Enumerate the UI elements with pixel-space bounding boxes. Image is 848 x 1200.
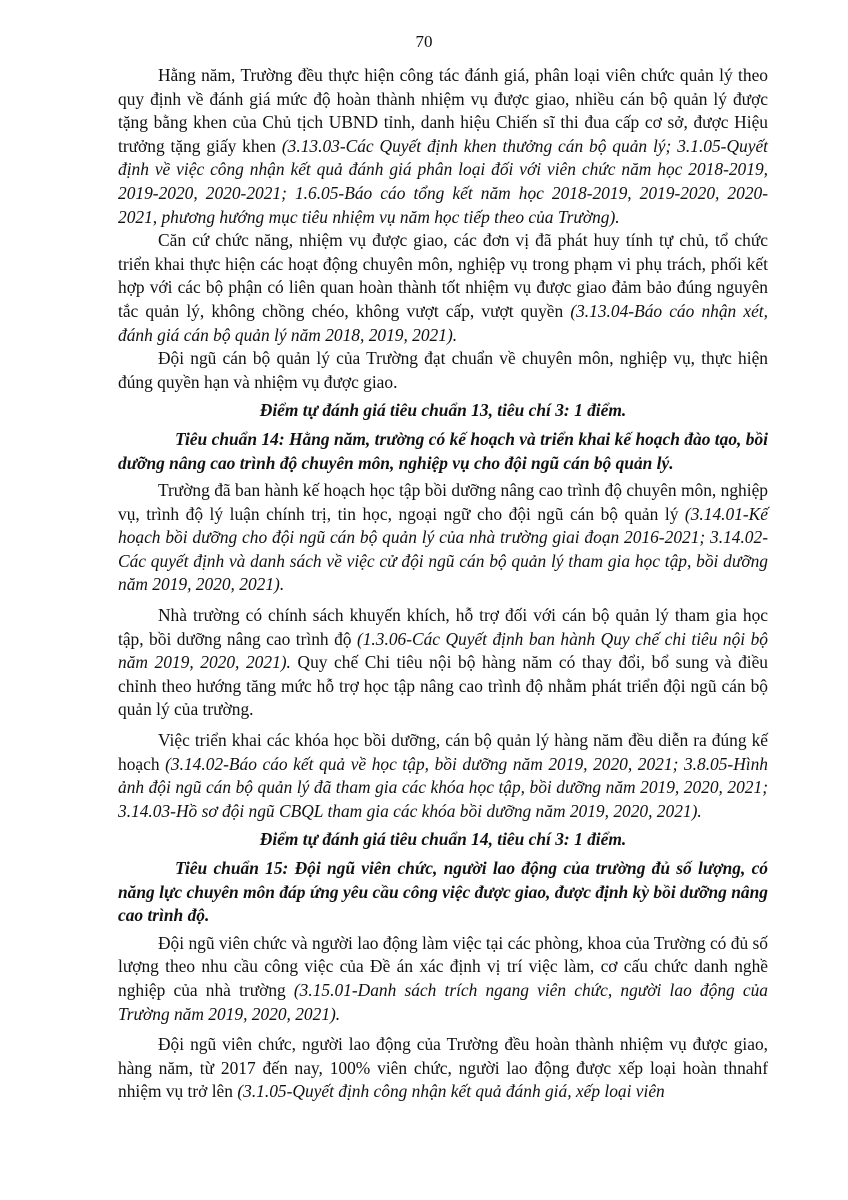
evidence-reference: (3.13.04-Báo cáo nhận xét, đánh giá cán bộ quản lý năm 2018, 2019, 2021). [118, 300, 768, 345]
paragraph: Đội ngũ cán bộ quản lý của Trường đạt chuẩn về chuyên môn, nghiệp vụ, thực hiện đúng quyền hạn và nhiệm vụ được giao. [118, 348, 768, 392]
evidence-reference: (3.1.05-Quyết định công nhận kết quả đánh giá, xếp loại viên [237, 1081, 665, 1102]
evidence-reference: (3.14.02-Báo cáo kết quả về học tập, bồi dưỡng năm 2019, 2020, 2021; 3.8.05-Hình ảnh đội ngũ cán bộ quản lý đã tham gia các khóa học tập, bồi dưỡng năm 2019, 2020, 2021; 3.14.03-Hồ sơ đội ngũ CBQL tham gia các khóa bồi dưỡng năm 2019, 2020, 2021). [118, 753, 769, 821]
self-assessment-score: Điểm tự đánh giá tiêu chuẩn 14, tiêu chí 3: 1 điểm. [259, 829, 627, 850]
evidence-reference: (3.13.03-Các Quyết định khen thưởng cán bộ quản lý; 3.1.05-Quyết định về việc công nhận kết quả đánh giá phân loại đối với viên chức năm học 2018-2019, 2019-2020, 2020-2021; 1.6.05-Báo cáo tổng kết năm học 2018-2019, 2019-2020, 2020-2021, phương hướng mục tiêu nhiệm vụ năm học tiếp theo của Trường). [118, 135, 768, 227]
self-assessment-score: Điểm tự đánh giá tiêu chuẩn 13, tiêu chí 3: 1 điểm. [259, 400, 627, 421]
paragraph: Nhà trường có chính sách khuyến khích, hỗ trợ đối với cán bộ quản lý tham gia học tập, bồi dưỡng nâng cao trình độ (1.3.06-Các Quyết định ban hành Quy chế chi tiêu nội bộ năm 2019, 2020, 2021). Quy chế Chi tiêu nội bộ hàng năm có thay đổi, bổ sung và điều chỉnh theo hướng tăng mức hỗ trợ học tập nâng cao trình độ nhằm phát triển đội ngũ cán bộ quản lý của trường. [118, 605, 769, 720]
paragraph: Đội ngũ viên chức, người lao động của Trường đều hoàn thành nhiệm vụ được giao, hàng năm, từ 2017 đến nay, 100% viên chức, người lao động được xếp loại hoàn thnahf nhiệm vụ trở lên (3.1.05-Quyết định công nhận kết quả đánh giá, xếp loại viên [118, 1034, 768, 1102]
paragraph: Đội ngũ viên chức và người lao động làm việc tại các phòng, khoa của Trường có đủ số lượng theo nhu cầu công việc của Đề án xác định vị trí việc làm, cơ cấu chức danh nghề nghiệp của nhà trường (3.15.01-Danh sách trích ngang viên chức, người lao động của Trường năm 2019, 2020, 2021). [118, 932, 768, 1024]
evidence-reference: (1.3.06-Các Quyết định ban hành Quy chế chi tiêu nội bộ năm 2019, 2020, 2021). [118, 628, 768, 673]
paragraph: Căn cứ chức năng, nhiệm vụ được giao, các đơn vị đã phát huy tính tự chủ, tổ chức triển khai thực hiện các hoạt động chuyên môn, nghiệp vụ trong phạm vi phụ trách, phối kết hợp với các bộ phận có liên quan hoàn thành tốt nhiệm vụ được giao đảm bảo đúng nguyên tắc quản lý, không chồng chéo, không vượt cấp, vượt quyền (3.13.04-Báo cáo nhận xét, đánh giá cán bộ quản lý năm 2018, 2019, 2021). [118, 230, 768, 345]
page-number: 70 [415, 32, 433, 51]
standard-heading: Tiêu chuẩn 14: Hằng năm, trường có kế hoạch và triển khai kế hoạch đào tạo, bồi dưỡng nâng cao trình độ chuyên môn, nghiệp vụ cho đội ngũ cán bộ quản lý. [118, 428, 768, 473]
paragraph: Hằng năm, Trường đều thực hiện công tác đánh giá, phân loại viên chức quản lý theo quy định về đánh giá mức độ hoàn thành nhiệm vụ được giao, nhiều cán bộ quản lý được tặng bằng khen của Chủ tịch UBND tỉnh, danh hiệu Chiến sĩ thi đua cấp cơ sở, được Hiệu trưởng tặng giấy khen (3.13.03-Các Quyết định khen thưởng cán bộ quản lý; 3.1.05-Quyết định về việc công nhận kết quả đánh giá phân loại đối với viên chức năm học 2018-2019, 2019-2020, 2020-2021; 1.6.05-Báo cáo tổng kết năm học 2018-2019, 2019-2020, 2020-2021, phương hướng mục tiêu nhiệm vụ năm học tiếp theo của Trường). [118, 65, 768, 227]
evidence-reference: (3.14.01-Kế hoạch bồi dưỡng cho đội ngũ cán bộ quản lý của nhà trường giai đoạn 2016-2021; 3.14.02-Các quyết định và danh sách về việc cử đội ngũ cán bộ quản lý tham gia học tập, bồi dưỡng năm 2019, 2020, 2021). [118, 503, 768, 595]
standard-heading: Tiêu chuẩn 15: Đội ngũ viên chức, người lao động của trường đủ số lượng, có năng lực chuyên môn đáp ứng yêu cầu công việc được giao, được định kỳ bồi dưỡng nâng cao trình độ. [118, 858, 768, 926]
paragraph: Trường đã ban hành kế hoạch học tập bồi dưỡng nâng cao trình độ chuyên môn, nghiệp vụ, trình độ lý luận chính trị, tin học, ngoại ngữ cho đội ngũ cán bộ quản lý (3.14.01-Kế hoạch bồi dưỡng cho đội ngũ cán bộ quản lý của nhà trường giai đoạn 2016-2021; 3.14.02-Các quyết định và danh sách về việc cử đội ngũ cán bộ quản lý tham gia học tập, bồi dưỡng năm 2019, 2020, 2021). [118, 480, 768, 595]
evidence-reference: (3.15.01-Danh sách trích ngang viên chức, người lao động của Trường năm 2019, 2020, 2021). [118, 979, 768, 1024]
paragraph: Việc triển khai các khóa học bồi dưỡng, cán bộ quản lý hàng năm đều diễn ra đúng kế hoạch (3.14.02-Báo cáo kết quả về học tập, bồi dưỡng năm 2019, 2020, 2021; 3.8.05-Hình ảnh đội ngũ cán bộ quản lý đã tham gia các khóa học tập, bồi dưỡng năm 2019, 2020, 2021; 3.14.03-Hồ sơ đội ngũ CBQL tham gia các khóa bồi dưỡng năm 2019, 2020, 2021). [118, 730, 769, 821]
body-text [118, 64, 768, 1104]
